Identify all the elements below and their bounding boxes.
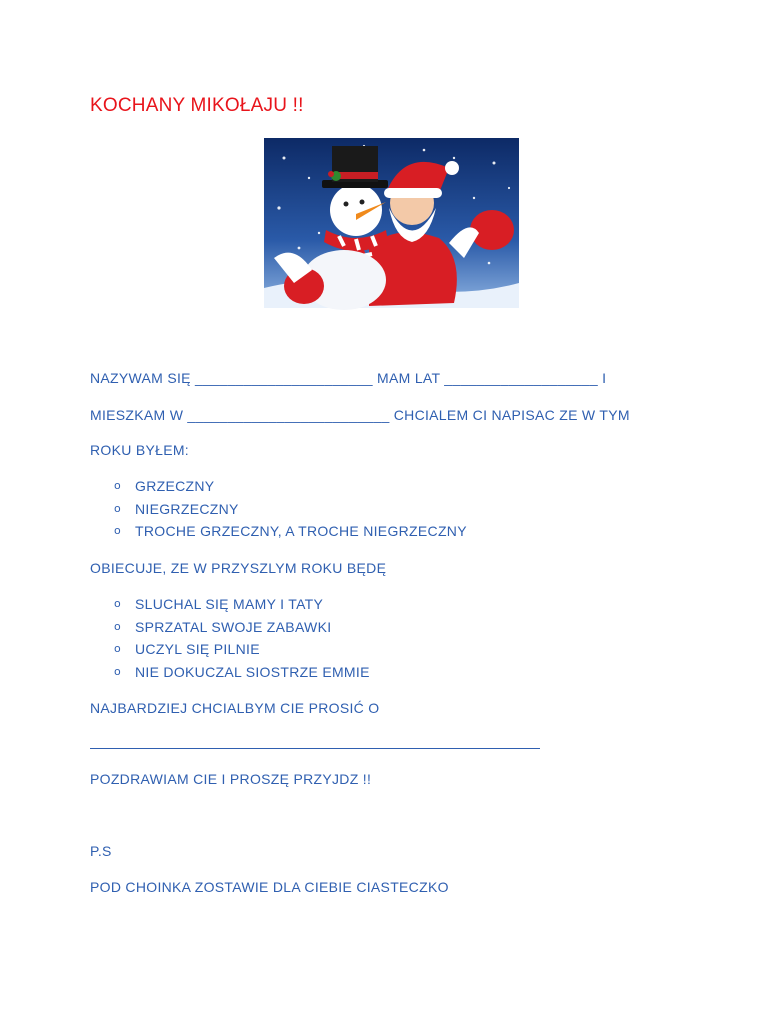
bullet-icon: o bbox=[114, 664, 122, 678]
city-line: MIESZKAM W _________________________ CHCIALEM CI NAPISAC ZE W TYM bbox=[90, 407, 630, 423]
bullet-icon: o bbox=[114, 597, 122, 610]
behavior-option-mixed: o TROCHE GRZECZNY, A TROCHE NIEGRZECZNY bbox=[90, 520, 467, 543]
santa-snowman-illustration bbox=[264, 138, 519, 316]
behavior-option-naughty: o NIEGRZECZNY bbox=[90, 498, 467, 521]
ps-label: P.S bbox=[90, 843, 112, 859]
promise-sister: o NIE DOKUCZAL SIOSTRZE EMMIE bbox=[90, 661, 370, 684]
promises-list bbox=[90, 593, 370, 683]
bullet-icon: o bbox=[114, 619, 122, 633]
bullet-icon: o bbox=[114, 501, 122, 515]
bullet-icon: o bbox=[114, 524, 122, 537]
behavior-options-list bbox=[90, 475, 467, 543]
year-behavior-line: ROKU BYŁEM: bbox=[90, 442, 189, 458]
name-age-line: NAZYWAM SIĘ ______________________ MAM LAT ___________________ I bbox=[90, 370, 607, 386]
wish-blank-line bbox=[90, 748, 540, 749]
wish-intro: NAJBARDZIEJ CHCIALBYM CIE PROSIĆ O bbox=[90, 700, 380, 716]
behavior-option-polite: o GRZECZNY bbox=[90, 475, 467, 498]
promise-intro: OBIECUJE, ZE W PRZYSZLYM ROKU BĘDĘ bbox=[90, 560, 387, 576]
letter-title: KOCHANY MIKOŁAJU !! bbox=[90, 95, 304, 116]
greeting-line: POZDRAWIAM CIE I PROSZĘ PRZYJDZ !! bbox=[90, 771, 372, 787]
ps-text: POD CHOINKA ZOSTAWIE DLA CIEBIE CIASTECZKO bbox=[90, 879, 449, 895]
bullet-icon: o bbox=[114, 479, 122, 492]
promise-study: o UCZYL SIĘ PILNIE bbox=[90, 638, 370, 661]
santa-snowman-picture bbox=[264, 138, 519, 316]
promise-tidy: o SPRZATAL SWOJE ZABAWKI bbox=[90, 616, 370, 639]
bullet-icon: o bbox=[114, 642, 122, 655]
promise-listen: o SLUCHAL SIĘ MAMY I TATY bbox=[90, 593, 370, 616]
